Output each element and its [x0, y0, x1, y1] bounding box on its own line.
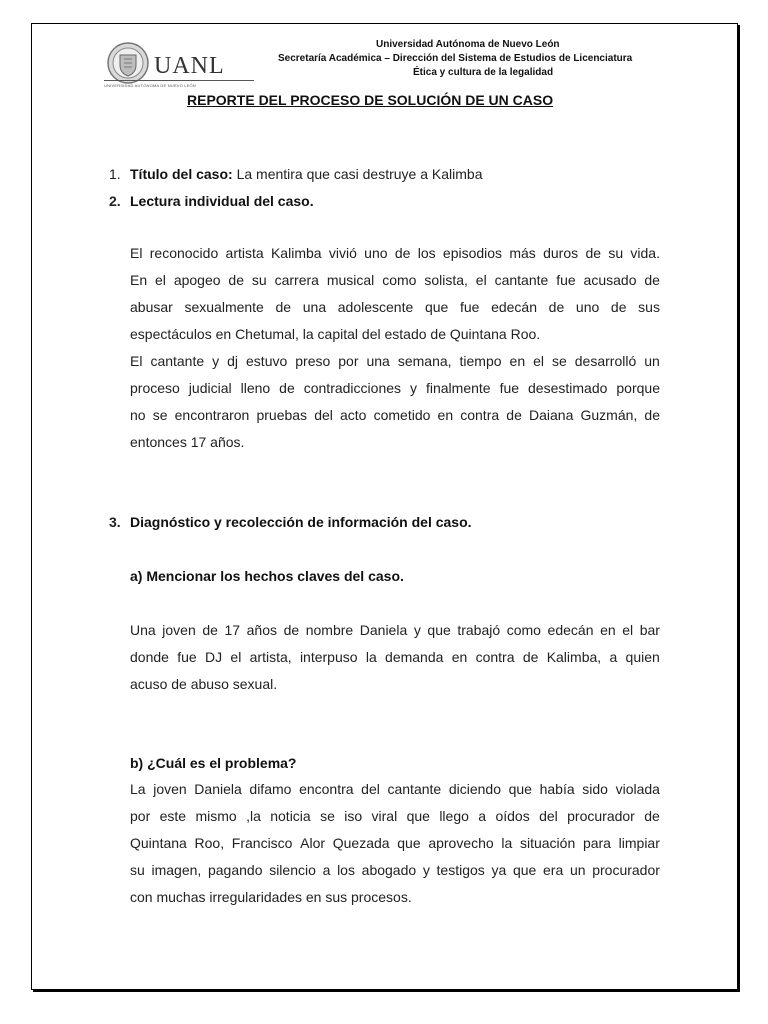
word: difamo	[249, 781, 292, 797]
item1-value: La mentira que casi destruye a Kalimba	[232, 166, 483, 182]
word: como	[506, 622, 541, 638]
word: violada	[615, 781, 660, 797]
reading-line-4: espectáculos en Chetumal, la capital del estado de Quintana Roo.	[130, 326, 541, 342]
word: tiempo	[459, 353, 502, 369]
word: limpiar	[618, 835, 660, 851]
word: diciendo	[448, 781, 501, 797]
word: encontra	[299, 781, 354, 797]
word: fue	[177, 649, 197, 665]
word: desarrolló	[574, 353, 637, 369]
word: preso	[295, 353, 331, 369]
word: quien	[625, 649, 660, 665]
header-university: Universidad Autónoma de Nuevo León	[376, 39, 560, 50]
word: los	[417, 245, 436, 261]
word: artista,	[249, 649, 292, 665]
word: los	[337, 862, 355, 878]
word: Kalimba,	[546, 649, 602, 665]
word: acto	[340, 407, 367, 423]
reading-line-2	[130, 272, 660, 288]
sub-a-line-1	[130, 622, 660, 638]
word: fue	[556, 272, 576, 288]
word: aprovecho	[428, 835, 494, 851]
word: sexualmente	[184, 299, 264, 315]
word: edecán	[547, 622, 594, 638]
word: el	[533, 353, 544, 369]
word: de	[506, 407, 522, 423]
word: en	[451, 649, 468, 665]
word: lleno	[240, 380, 271, 396]
word: En	[130, 272, 148, 288]
word: silencio	[269, 862, 316, 878]
word: proceso	[130, 380, 180, 396]
word: del	[539, 808, 558, 824]
word: y	[422, 862, 430, 878]
word: noticia	[270, 808, 311, 824]
word: La	[130, 781, 146, 797]
word: el	[230, 649, 242, 665]
word: semana,	[397, 353, 452, 369]
word: a	[609, 649, 618, 665]
header-course: Ética y cultura de la legalidad	[413, 67, 554, 78]
word: ya	[491, 862, 507, 878]
word: duros	[543, 245, 579, 261]
word: por	[338, 353, 359, 369]
logo-subtitle: UNIVERSIDAD AUTÓNOMA DE NUEVO LEÓN	[104, 83, 196, 88]
word: el	[475, 272, 487, 288]
word: de	[522, 649, 539, 665]
word: por	[130, 808, 151, 824]
word: de	[279, 380, 295, 396]
reading-line-7	[130, 407, 660, 423]
word: trabajó	[457, 622, 501, 638]
word: de	[610, 299, 627, 315]
sub-b-line-5: con muchas irregularidades en sus procesos.	[130, 889, 412, 905]
word: procurador	[567, 808, 635, 824]
uanl-logo	[104, 41, 254, 91]
item2-number: 2.	[109, 193, 121, 209]
sub-a-line-3: acuso de abuso sexual.	[130, 676, 278, 692]
word: de	[275, 299, 292, 315]
word: pagando	[207, 862, 263, 878]
word: uno	[364, 245, 388, 261]
word: artista	[225, 245, 264, 261]
word: Roo,	[194, 835, 225, 851]
word: a	[478, 808, 487, 824]
word: llego	[439, 808, 469, 824]
word: pruebas	[256, 407, 308, 423]
word: que	[424, 299, 449, 315]
word: encontraron	[174, 407, 250, 423]
word: la	[365, 649, 377, 665]
word: de	[644, 272, 660, 288]
logo-underline	[104, 80, 254, 81]
item3-label: Diagnóstico y recolección de información del caso.	[130, 514, 472, 530]
word: de	[394, 245, 411, 261]
sub-b-label: b) ¿Cuál es el problema?	[130, 755, 297, 771]
word: fue	[459, 299, 480, 315]
word: iso	[344, 808, 363, 824]
word: y	[410, 380, 417, 396]
word: que	[427, 622, 451, 638]
word: joven	[162, 622, 196, 638]
word: como	[382, 272, 417, 288]
word: que	[512, 862, 537, 878]
word: DJ	[205, 649, 223, 665]
word: carrera	[274, 272, 319, 288]
word: acusado	[583, 272, 637, 288]
word: finalmente	[425, 380, 491, 396]
word: Kalimba	[270, 245, 322, 261]
word: en	[437, 407, 454, 423]
reading-line-3	[130, 299, 660, 315]
word: abusar	[130, 299, 173, 315]
word: era	[543, 862, 564, 878]
word: Daiana	[528, 407, 574, 423]
reading-line-6	[130, 380, 660, 396]
word: no	[130, 407, 146, 423]
word: a	[322, 862, 331, 878]
word: la	[501, 835, 513, 851]
word: y	[212, 353, 220, 369]
sub-b-line-3	[130, 835, 660, 851]
word: episodios	[442, 245, 503, 261]
word: de	[202, 622, 218, 638]
word: Alor	[300, 835, 326, 851]
word: judicial	[188, 380, 232, 396]
word: apogeo	[173, 272, 221, 288]
word: Daniela	[359, 622, 408, 638]
word: cantante	[494, 272, 549, 288]
word: que	[397, 835, 421, 851]
item1-label: Título del caso:	[130, 166, 233, 182]
word: Una	[130, 622, 156, 638]
word: sus	[638, 299, 660, 315]
word: de	[585, 245, 602, 261]
word: del	[314, 407, 333, 423]
item1-line	[130, 166, 483, 182]
word: cantante	[387, 781, 442, 797]
word: solista,	[424, 272, 468, 288]
word: Francisco	[231, 835, 293, 851]
word: de	[548, 299, 565, 315]
word: joven	[153, 781, 187, 797]
word: el	[622, 622, 634, 638]
word: El	[130, 245, 143, 261]
word: una	[302, 299, 327, 315]
word: Daniela	[194, 781, 242, 797]
word: fue	[499, 380, 520, 396]
sub-b-line-4	[130, 862, 660, 878]
word: edecán	[491, 299, 538, 315]
word: su	[608, 245, 624, 261]
word: estuvo	[246, 353, 288, 369]
sub-b-line-1	[130, 781, 660, 797]
word: donde	[130, 649, 169, 665]
word: viral	[371, 808, 398, 824]
word: contradicciones	[303, 380, 402, 396]
word: dj	[227, 353, 239, 369]
word: sido	[582, 781, 608, 797]
report-title: REPORTE DEL PROCESO DE SOLUCIÓN DE UN CASO	[187, 92, 554, 108]
word: mismo	[195, 808, 237, 824]
word: cantante	[150, 353, 205, 369]
word: para	[582, 835, 611, 851]
word: demanda	[385, 649, 444, 665]
word: situación	[519, 835, 576, 851]
word: años	[246, 622, 277, 638]
sub-a-line-2	[130, 649, 660, 665]
word: adolescente	[337, 299, 414, 315]
word: se	[551, 353, 567, 369]
word: este	[159, 808, 187, 824]
word: cometido	[373, 407, 431, 423]
word: interpuso	[299, 649, 358, 665]
word: de	[644, 808, 660, 824]
word: una	[366, 353, 390, 369]
word: oídos	[495, 808, 530, 824]
word: bar	[639, 622, 660, 638]
word: un	[644, 353, 660, 369]
word: vida.	[630, 245, 660, 261]
word: El	[130, 353, 143, 369]
logo-wordmark: UANL	[154, 53, 225, 79]
item1-number: 1.	[109, 166, 121, 182]
header-secretariat: Secretaría Académica – Dirección del Sistema de Estudios de Licenciatura	[278, 53, 633, 64]
sub-a-label: a) Mencionar los hechos claves del caso.	[130, 568, 404, 584]
word: ,la	[246, 808, 261, 824]
word: uno	[575, 299, 600, 315]
sub-b-line-2	[130, 808, 660, 824]
word: porque	[616, 380, 660, 396]
item3-number: 3.	[109, 514, 121, 530]
word: Guzmán,	[580, 407, 638, 423]
reading-line-1	[130, 245, 660, 261]
item2-label: Lectura individual del caso.	[130, 193, 314, 209]
word: en	[600, 622, 616, 638]
word: de	[283, 622, 300, 638]
word: y	[413, 622, 421, 638]
word: un	[569, 862, 586, 878]
word: nombre	[305, 622, 354, 638]
word: Quezada	[332, 835, 390, 851]
word: de	[644, 407, 660, 423]
word: vivió	[328, 245, 357, 261]
word: imagen,	[151, 862, 202, 878]
word: se	[152, 407, 168, 423]
word: contra	[475, 649, 515, 665]
word: 17	[224, 622, 241, 638]
word: abogado	[361, 862, 417, 878]
word: del	[361, 781, 380, 797]
word: que	[508, 781, 532, 797]
word: que	[406, 808, 430, 824]
word: se	[320, 808, 335, 824]
word: Quintana	[130, 835, 187, 851]
word: contra	[460, 407, 500, 423]
reading-line-5	[130, 353, 660, 369]
word: el	[155, 272, 166, 288]
word: reconocido	[149, 245, 219, 261]
word: más	[509, 245, 536, 261]
word: su	[130, 862, 145, 878]
reading-line-8: entonces 17 años.	[130, 434, 245, 450]
word: su	[251, 272, 267, 288]
word: de	[228, 272, 244, 288]
word: había	[539, 781, 575, 797]
word: en	[509, 353, 526, 369]
word: musical	[326, 272, 375, 288]
word: procurador	[592, 862, 660, 878]
university-seal-icon	[106, 41, 150, 85]
word: desestimado	[528, 380, 608, 396]
word: testigos	[436, 862, 485, 878]
